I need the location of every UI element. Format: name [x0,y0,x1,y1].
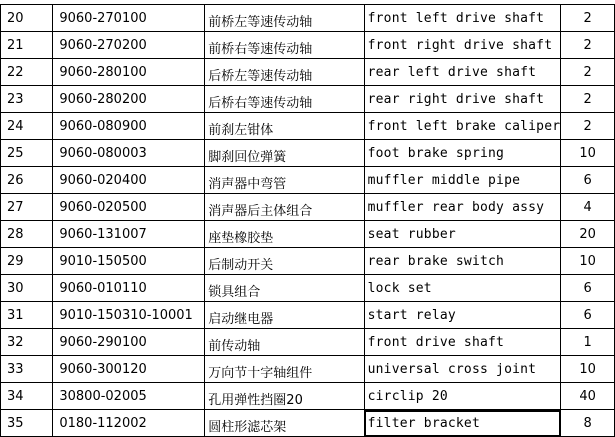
parts-table-body [1,5,615,437]
table-row [1,248,615,275]
table-row [1,221,615,248]
english-name-cell[interactable]: start relay [364,302,561,329]
row-number-cell[interactable]: 28 [1,221,53,248]
english-name-cell[interactable]: seat rubber [364,221,561,248]
part-code-cell[interactable]: 9060-131007 [53,221,205,248]
table-row [1,383,615,410]
table-row [1,356,615,383]
table-row [1,410,615,437]
row-number-cell[interactable]: 32 [1,329,53,356]
english-name-cell[interactable]: muffler middle pipe [364,167,561,194]
row-number-cell[interactable]: 25 [1,140,53,167]
part-code-cell[interactable]: 9060-270100 [53,5,205,32]
chinese-name-cell[interactable]: 启动继电器 [205,302,364,329]
row-number-cell[interactable]: 22 [1,59,53,86]
row-number-cell[interactable]: 27 [1,194,53,221]
chinese-name-cell[interactable]: 前传动轴 [205,329,364,356]
quantity-cell[interactable]: 10 [561,140,615,167]
quantity-cell[interactable]: 4 [561,194,615,221]
chinese-name-cell[interactable]: 后桥右等速传动轴 [205,86,364,113]
quantity-cell[interactable]: 40 [561,383,615,410]
table-row [1,140,615,167]
table-row [1,167,615,194]
table-row [1,302,615,329]
chinese-name-cell[interactable]: 孔用弹性挡圈20 [205,383,364,410]
chinese-name-cell[interactable]: 前桥左等速传动轴 [205,5,364,32]
quantity-cell[interactable]: 2 [561,113,615,140]
quantity-cell[interactable]: 2 [561,86,615,113]
part-code-cell[interactable]: 9060-080003 [53,140,205,167]
table-row [1,275,615,302]
row-number-cell[interactable]: 34 [1,383,53,410]
part-code-cell[interactable]: 9060-080900 [53,113,205,140]
part-code-cell[interactable]: 30800-02005 [53,383,205,410]
part-code-cell[interactable]: 9060-270200 [53,32,205,59]
part-code-cell[interactable]: 9060-010110 [53,275,205,302]
chinese-name-cell[interactable]: 消声器中弯管 [205,167,364,194]
row-number-cell[interactable]: 20 [1,5,53,32]
row-number-cell[interactable]: 30 [1,275,53,302]
chinese-name-cell[interactable]: 锁具组合 [205,275,364,302]
english-name-cell[interactable]: rear right drive shaft [364,86,561,113]
parts-table [0,4,615,437]
quantity-cell[interactable]: 6 [561,302,615,329]
english-name-cell[interactable]: filter bracket [364,410,561,437]
part-code-cell[interactable]: 9060-300120 [53,356,205,383]
chinese-name-cell[interactable]: 万向节十字轴组件 [205,356,364,383]
part-code-cell[interactable]: 9060-280100 [53,59,205,86]
chinese-name-cell[interactable]: 后桥左等速传动轴 [205,59,364,86]
quantity-cell[interactable]: 2 [561,59,615,86]
table-row [1,59,615,86]
chinese-name-cell[interactable]: 消声器后主体组合 [205,194,364,221]
chinese-name-cell[interactable]: 前桥右等速传动轴 [205,32,364,59]
english-name-cell[interactable]: front right drive shaft [364,32,561,59]
quantity-cell[interactable]: 2 [561,5,615,32]
row-number-cell[interactable]: 21 [1,32,53,59]
english-name-cell[interactable]: front left drive shaft [364,5,561,32]
row-number-cell[interactable]: 35 [1,410,53,437]
quantity-cell[interactable]: 8 [561,410,615,437]
part-code-cell[interactable]: 9010-150500 [53,248,205,275]
english-name-cell[interactable]: foot brake spring [364,140,561,167]
english-name-cell[interactable]: rear left drive shaft [364,59,561,86]
table-row [1,86,615,113]
part-code-cell[interactable]: 9010-150310-10001 [53,302,205,329]
table-row [1,329,615,356]
english-name-cell[interactable]: muffler rear body assy [364,194,561,221]
chinese-name-cell[interactable]: 圆柱形滤芯架 [205,410,364,437]
chinese-name-cell[interactable]: 前刹左钳体 [205,113,364,140]
table-row [1,194,615,221]
part-code-cell[interactable]: 0180-112002 [53,410,205,437]
row-number-cell[interactable]: 29 [1,248,53,275]
chinese-name-cell[interactable]: 后制动开关 [205,248,364,275]
part-code-cell[interactable]: 9060-020500 [53,194,205,221]
row-number-cell[interactable]: 26 [1,167,53,194]
part-code-cell[interactable]: 9060-020400 [53,167,205,194]
table-row [1,113,615,140]
table-row [1,5,615,32]
part-code-cell[interactable]: 9060-280200 [53,86,205,113]
part-code-cell[interactable]: 9060-290100 [53,329,205,356]
quantity-cell[interactable]: 1 [561,329,615,356]
quantity-cell[interactable]: 10 [561,356,615,383]
table-row [1,32,615,59]
quantity-cell[interactable]: 20 [561,221,615,248]
english-name-cell[interactable]: front left brake caliper [364,113,561,140]
english-name-cell[interactable]: circlip 20 [364,383,561,410]
english-name-cell[interactable]: lock set [364,275,561,302]
quantity-cell[interactable]: 6 [561,275,615,302]
row-number-cell[interactable]: 33 [1,356,53,383]
row-number-cell[interactable]: 31 [1,302,53,329]
english-name-cell[interactable]: front drive shaft [364,329,561,356]
quantity-cell[interactable]: 6 [561,167,615,194]
chinese-name-cell[interactable]: 座垫橡胶垫 [205,221,364,248]
row-number-cell[interactable]: 24 [1,113,53,140]
quantity-cell[interactable]: 10 [561,248,615,275]
quantity-cell[interactable]: 2 [561,32,615,59]
english-name-cell[interactable]: rear brake switch [364,248,561,275]
chinese-name-cell[interactable]: 脚刹回位弹簧 [205,140,364,167]
english-name-cell[interactable]: universal cross joint [364,356,561,383]
row-number-cell[interactable]: 23 [1,86,53,113]
